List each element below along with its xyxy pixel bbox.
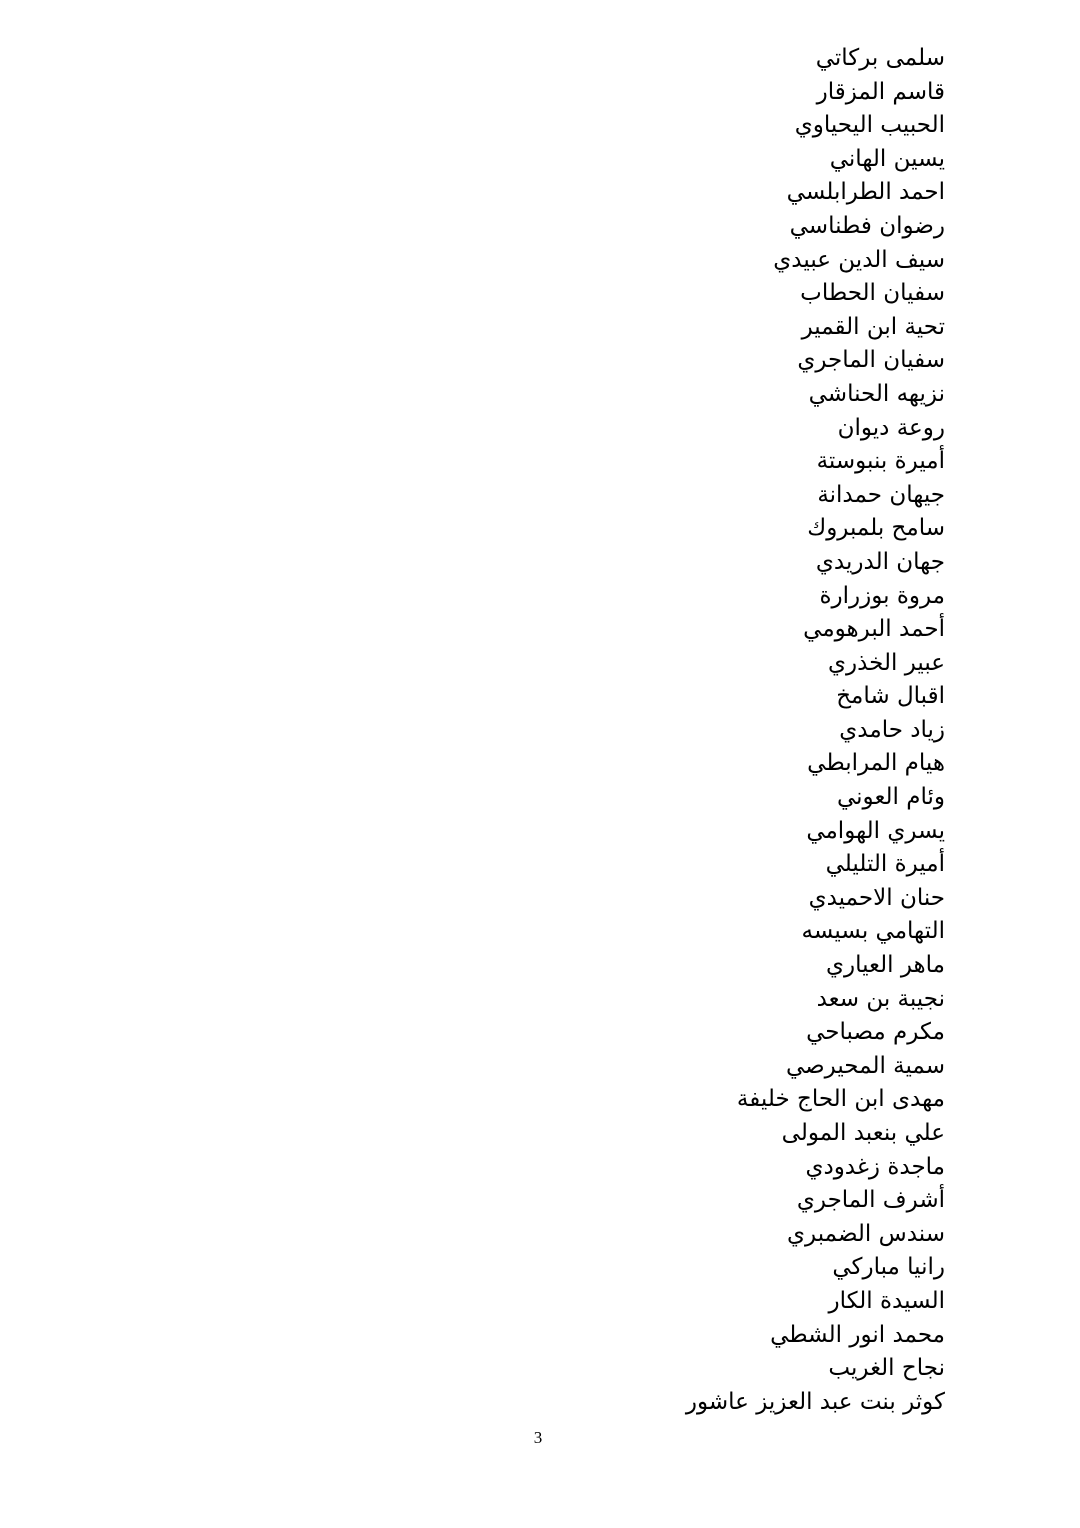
list-item: أميرة التليلي xyxy=(825,851,945,878)
page-number: 3 xyxy=(533,1428,543,1447)
list-item: كوثر بنت عبد العزيز عاشور xyxy=(685,1388,945,1415)
list-item: رضوان فطناسي xyxy=(789,212,945,239)
list-item: اقبال شامخ xyxy=(836,683,945,710)
list-item: أميرة بنبوستة xyxy=(816,448,945,475)
list-item: وئام العوني xyxy=(836,784,945,811)
list-item: يسين الهاني xyxy=(829,145,945,172)
list-item: سفيان الماجري xyxy=(797,347,945,374)
list-item: سيف الدين عبيدي xyxy=(773,246,945,273)
list-item: التهامي بسيسه xyxy=(801,918,945,945)
list-item: رانيا مباركي xyxy=(832,1254,945,1281)
list-item: زياد حامدي xyxy=(839,716,945,743)
list-item: أشرف الماجري xyxy=(796,1187,945,1214)
list-item: جهان الدريدي xyxy=(815,548,945,575)
list-item: نزيهه الحناشي xyxy=(808,380,945,407)
list-item: أحمد البرهومي xyxy=(803,616,945,643)
list-item: يسري الهوامي xyxy=(806,817,945,844)
list-item: السيدة الكار xyxy=(828,1287,945,1314)
list-item: هيام المرابطي xyxy=(807,750,945,777)
list-item: مهدى ابن الحاج خليفة xyxy=(736,1086,945,1113)
list-item: سفيان الحطاب xyxy=(800,280,945,307)
list-item: نجاح الغريب xyxy=(828,1355,945,1382)
list-item: سامح بلمبروك xyxy=(807,515,945,542)
list-item: جيهان حمدانة xyxy=(817,481,945,508)
list-item: سلمى بركاتي xyxy=(815,45,945,71)
name-list xyxy=(686,42,945,1419)
list-item: روعة ديوان xyxy=(837,414,945,441)
list-item: حنان الاحميدي xyxy=(808,884,945,911)
list-item: محمد انور الشطي xyxy=(770,1321,945,1348)
list-item: مكرم مصباحي xyxy=(806,1019,945,1046)
list-item: الحبيب اليحياوي xyxy=(794,112,945,139)
list-item: علي بنعبد المولى xyxy=(781,1120,945,1146)
list-item: سمية المحيرصي xyxy=(785,1052,945,1079)
list-item: سندس الضمبري xyxy=(787,1220,945,1247)
list-item: عبير الخذري xyxy=(827,649,945,676)
list-item: قاسم المزقار xyxy=(816,78,945,105)
list-item: ماهر العياري xyxy=(825,952,945,979)
list-item: تحية ابن القمير xyxy=(801,313,945,340)
list-item: نجيبة بن سعد xyxy=(816,985,945,1012)
list-item: مروة بوزرارة xyxy=(819,582,945,609)
list-item: احمد الطرابلسي xyxy=(786,179,945,206)
list-item: ماجدة زغدودي xyxy=(805,1153,945,1180)
